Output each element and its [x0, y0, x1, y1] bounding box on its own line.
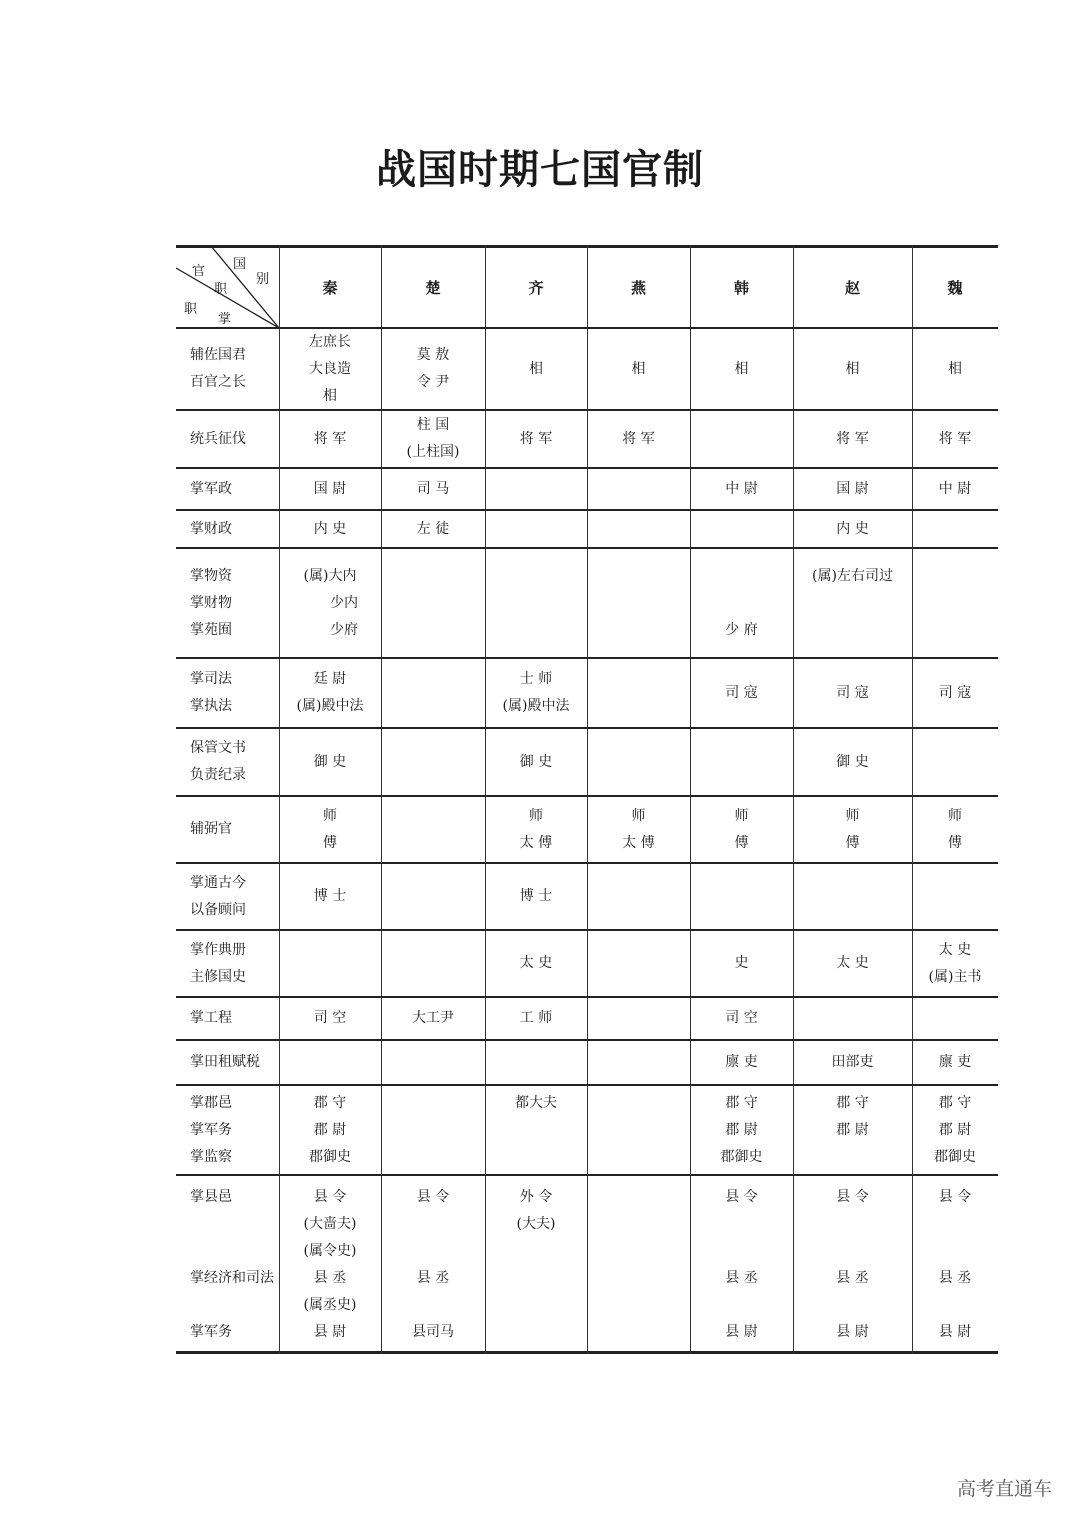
table-cell: [793, 930, 912, 997]
table-cell: [690, 468, 793, 510]
country-header: 赵: [844, 278, 860, 297]
cell-line: 郡 尉: [938, 1121, 972, 1138]
cell-line: 司 空: [725, 1010, 758, 1026]
cell-line: 县 丞: [416, 1269, 450, 1286]
cell-line: 县 尉: [313, 1323, 347, 1340]
label-line: 掌军务: [190, 1323, 232, 1340]
table-cell: [793, 1085, 912, 1175]
cell-line: 师: [948, 807, 962, 824]
cell-line: 郡 守: [725, 1094, 758, 1111]
cell-line: 郡 守: [313, 1094, 347, 1111]
page-title: 战国时期七国官制: [376, 147, 704, 193]
table-cell: [690, 863, 793, 930]
cell-line: (上柱国): [406, 444, 460, 460]
cell-line: (属)殿中法: [502, 698, 570, 714]
cell-line: 司 寇: [938, 684, 972, 701]
table-cell: [690, 997, 793, 1040]
table-cell: [690, 328, 793, 410]
cell-line: 司 寇: [836, 684, 869, 701]
label-line: 掌物资: [190, 567, 232, 584]
table-cell: [587, 548, 690, 658]
cell-line: 太 史: [519, 955, 553, 971]
row-label: [176, 1085, 279, 1175]
table-cell: [690, 410, 793, 468]
cell-line: 相: [529, 360, 543, 377]
table-cell: [587, 510, 690, 548]
table-cell: [912, 410, 998, 468]
cell-line: 县 丞: [313, 1269, 347, 1286]
cell-line: (属丞史): [303, 1296, 357, 1313]
cell-line: 中 尉: [938, 480, 972, 497]
table-cell: [485, 796, 587, 863]
cell-line: 博 士: [519, 888, 553, 904]
cell-line: 国 尉: [836, 480, 869, 497]
table-cell: [587, 728, 690, 796]
table-cell: [793, 328, 912, 410]
cell-line: 县 令: [725, 1188, 758, 1205]
table-cell: [793, 548, 912, 658]
cell-line: 师: [845, 807, 860, 824]
table-cell: [912, 728, 998, 796]
cell-line: 县 丞: [725, 1269, 758, 1286]
table-cell: [912, 930, 998, 997]
table-cell: [912, 548, 998, 658]
cell-line: 左庶长: [309, 333, 351, 350]
cell-line: 傅: [845, 834, 860, 851]
cell-line: 将 军: [519, 430, 553, 447]
label-line: 负责纪录: [190, 767, 246, 783]
table-cell: [485, 328, 587, 410]
cell-line: 傅: [323, 834, 337, 851]
table-cell: [793, 1175, 912, 1354]
table-cell: [279, 548, 381, 658]
label-line: 掌财政: [190, 520, 232, 537]
table-cell: [793, 863, 912, 930]
cell-line: 御 史: [836, 753, 869, 770]
row-label: [176, 728, 279, 796]
cell-line: 都大夫: [515, 1094, 557, 1111]
cell-line: 工 师: [519, 1010, 553, 1026]
table-cell: [587, 410, 690, 468]
watermark: 高考直通车: [956, 1478, 1052, 1500]
cell-line: 御 史: [519, 753, 553, 770]
cell-line: 将 军: [313, 430, 347, 447]
country-header: 魏: [947, 278, 963, 297]
row-label: [176, 796, 279, 863]
table-cell: [912, 510, 998, 548]
table-cell: [279, 1040, 381, 1085]
cell-line: (属)主书: [928, 968, 982, 985]
corner-header: [176, 246, 279, 328]
table-cell: [690, 548, 793, 658]
row-label: [176, 658, 279, 728]
table-cell: [485, 510, 587, 548]
table-cell: [793, 796, 912, 863]
cell-line: 县 丞: [836, 1269, 869, 1286]
cell-line: 司 马: [416, 480, 450, 497]
cell-line: (属)左右司过: [812, 567, 893, 584]
cell-line: 太 史: [836, 955, 869, 971]
cell-line: (属令史): [303, 1242, 357, 1259]
cell-line: 内 史: [836, 520, 869, 537]
table-cell: [381, 468, 485, 510]
corner-guan: 官: [192, 264, 206, 279]
row-label: [176, 930, 279, 997]
table-cell: [279, 1175, 381, 1354]
table-cell: [690, 796, 793, 863]
table-cell: [587, 796, 690, 863]
cell-line: 县 令: [313, 1188, 347, 1205]
label-line: 主修国史: [190, 968, 246, 985]
label-line: 掌田租赋税: [190, 1054, 260, 1070]
table-cell: [381, 1040, 485, 1085]
table-cell: [912, 328, 998, 410]
cell-line: 少府: [302, 621, 358, 638]
row-label: [176, 468, 279, 510]
cell-line: 县 丞: [938, 1269, 972, 1286]
table-cell: [690, 1175, 793, 1354]
table-cell: [912, 863, 998, 930]
label-line: 掌经济和司法: [190, 1269, 274, 1286]
cell-line: 史: [734, 955, 749, 971]
cell-line: 县 尉: [938, 1323, 972, 1340]
cell-line: 县 令: [416, 1188, 450, 1205]
table-cell: [381, 728, 485, 796]
row-label: [176, 510, 279, 548]
cell-line: 郡 守: [836, 1094, 869, 1111]
table-cell: [279, 997, 381, 1040]
cell-line: 县司马: [412, 1323, 454, 1340]
cell-line: 师: [529, 807, 543, 824]
table-cell: [381, 930, 485, 997]
label-line: 掌郡邑: [190, 1094, 232, 1111]
table-cell: [485, 997, 587, 1040]
table-cell: [690, 1085, 793, 1175]
table-cell: [912, 468, 998, 510]
cell-line: 师: [631, 807, 646, 824]
table-cell: [912, 997, 998, 1040]
cell-line: 令 尹: [416, 374, 450, 390]
cell-line: 郡御史: [309, 1148, 351, 1165]
table-cell: [912, 1085, 998, 1175]
table-cell: [690, 728, 793, 796]
country-header: 楚: [425, 278, 441, 297]
label-line: 以备顾问: [190, 901, 246, 918]
cell-line: 郡御史: [720, 1148, 763, 1165]
label-line: 辅弼官: [190, 821, 232, 837]
corner-zhang: 掌: [218, 312, 232, 327]
cell-line: 傅: [948, 834, 962, 851]
cell-line: (大夫): [516, 1215, 556, 1232]
cell-line: 御 史: [313, 753, 347, 770]
cell-line: 柱 国: [416, 417, 450, 433]
cell-line: 太 傅: [519, 834, 553, 851]
table-cell: [279, 328, 381, 410]
table-cell: [587, 468, 690, 510]
table-cell: [279, 468, 381, 510]
cell-line: 县 令: [836, 1188, 869, 1205]
label-line: 掌司法: [190, 671, 232, 687]
officials-table: [176, 246, 998, 1354]
row-label: [176, 1040, 279, 1085]
cell-line: 相: [323, 387, 337, 404]
cell-line: 相: [631, 360, 646, 377]
cell-line: 士 师: [519, 671, 553, 687]
table-cell: [587, 658, 690, 728]
cell-line: 大良造: [309, 360, 351, 377]
cell-line: 大工尹: [412, 1010, 454, 1026]
table-cell: [381, 548, 485, 658]
cell-line: 相: [948, 360, 962, 377]
table-cell: [587, 997, 690, 1040]
cell-line: 郡 尉: [836, 1121, 869, 1138]
label-line: 掌监察: [190, 1148, 232, 1165]
table-cell: [793, 728, 912, 796]
table-cell: [485, 658, 587, 728]
label-line: 掌执法: [190, 698, 232, 714]
table-cell: [279, 728, 381, 796]
table-cell: [587, 1175, 690, 1354]
cell-line: 将 军: [836, 430, 869, 447]
table-cell: [690, 510, 793, 548]
row-label: [176, 328, 279, 410]
table-cell: [587, 930, 690, 997]
table-cell: [793, 997, 912, 1040]
cell-line: 廷 尉: [313, 671, 347, 687]
table-cell: [485, 930, 587, 997]
country-header: 韩: [733, 278, 749, 297]
table-cell: [587, 1040, 690, 1085]
corner-zhi1: 职: [214, 282, 228, 297]
table-cell: [381, 410, 485, 468]
table-cell: [690, 1040, 793, 1085]
label-line: 掌工程: [190, 1010, 232, 1026]
cell-line: (属)殿中法: [296, 698, 364, 714]
table-cell: [279, 930, 381, 997]
cell-line: 外 令: [519, 1188, 553, 1205]
label-line: 保管文书: [190, 740, 246, 756]
table-cell: [381, 997, 485, 1040]
row-label: [176, 548, 279, 658]
corner-bie: 别: [256, 272, 270, 287]
table-cell: [587, 1085, 690, 1175]
country-header: 秦: [322, 278, 338, 297]
table-cell: [912, 658, 998, 728]
cell-line: (属)大内: [303, 567, 357, 584]
table-cell: [793, 410, 912, 468]
cell-line: 太 傅: [622, 834, 655, 851]
table-cell: [912, 1175, 998, 1354]
table-cell: [381, 510, 485, 548]
label-line: 掌县邑: [190, 1188, 232, 1205]
table-cell: [279, 510, 381, 548]
cell-line: 左 徒: [416, 520, 450, 537]
cell-line: 将 军: [622, 430, 655, 447]
cell-line: 田部吏: [831, 1054, 874, 1070]
table-cell: [793, 510, 912, 548]
table-cell: [485, 1085, 587, 1175]
table-cell: [485, 410, 587, 468]
table-cell: [381, 328, 485, 410]
table-cell: [587, 863, 690, 930]
cell-line: 相: [734, 360, 749, 377]
cell-line: 司 寇: [725, 684, 758, 701]
cell-line: 县 尉: [836, 1323, 869, 1340]
cell-line: 博 士: [313, 888, 347, 904]
cell-line: 中 尉: [725, 480, 758, 497]
cell-line: 廪 吏: [938, 1054, 972, 1070]
table-cell: [485, 468, 587, 510]
table-cell: [793, 468, 912, 510]
cell-line: 莫 敖: [416, 347, 450, 363]
table-cell: [793, 658, 912, 728]
label-line: 掌苑囿: [190, 621, 232, 638]
table-cell: [912, 796, 998, 863]
cell-line: (大啬夫): [303, 1215, 357, 1232]
cell-line: 县 令: [938, 1188, 972, 1205]
label-line: 掌军务: [190, 1121, 232, 1138]
row-label: [176, 863, 279, 930]
cell-line: 郡 尉: [313, 1121, 347, 1138]
cell-line: 相: [845, 360, 860, 377]
table-cell: [279, 796, 381, 863]
table-cell: [279, 410, 381, 468]
table-cell: [381, 658, 485, 728]
cell-line: 内 史: [313, 520, 347, 537]
cell-line: 少 府: [725, 621, 758, 638]
cell-line: 少内: [302, 594, 358, 611]
cell-line: 傅: [734, 834, 749, 851]
cell-line: 郡 守: [938, 1094, 972, 1111]
table-cell: [381, 1175, 485, 1354]
label-line: 辅佐国君: [190, 347, 246, 363]
label-line: 统兵征伐: [190, 430, 246, 447]
table-cell: [793, 1040, 912, 1085]
corner-guo: 国: [233, 257, 247, 272]
cell-line: 将 军: [938, 430, 972, 447]
table-cell: [485, 863, 587, 930]
cell-line: 国 尉: [313, 480, 347, 497]
table-cell: [690, 930, 793, 997]
country-header: 燕: [630, 278, 646, 297]
table-cell: [279, 1085, 381, 1175]
table-cell: [587, 328, 690, 410]
cell-line: 廪 吏: [725, 1054, 758, 1070]
row-label: [176, 410, 279, 468]
table-cell: [381, 796, 485, 863]
cell-line: 司 空: [313, 1010, 347, 1026]
table-cell: [381, 863, 485, 930]
table-cell: [485, 1175, 587, 1354]
label-line: 掌财物: [190, 594, 232, 611]
label-line: 掌军政: [190, 480, 232, 497]
label-line: 掌通古今: [190, 874, 246, 891]
table-cell: [485, 728, 587, 796]
table-cell: [279, 863, 381, 930]
corner-zhi2: 职: [184, 302, 198, 317]
table-cell: [381, 1085, 485, 1175]
cell-line: 县 尉: [725, 1323, 758, 1340]
table-cell: [912, 1040, 998, 1085]
table-cell: [690, 658, 793, 728]
cell-line: 师: [734, 807, 749, 824]
label-line: 百官之长: [190, 374, 246, 390]
row-label: [176, 1175, 279, 1354]
row-label: [176, 997, 279, 1040]
country-header: 齐: [528, 278, 544, 297]
table-cell: [485, 1040, 587, 1085]
table-cell: [485, 548, 587, 658]
table-cell: [279, 658, 381, 728]
cell-line: 师: [323, 807, 337, 824]
cell-line: 郡御史: [934, 1148, 976, 1165]
label-line: 掌作典册: [190, 941, 246, 958]
cell-line: 太 史: [938, 941, 972, 958]
cell-line: 郡 尉: [725, 1121, 758, 1138]
